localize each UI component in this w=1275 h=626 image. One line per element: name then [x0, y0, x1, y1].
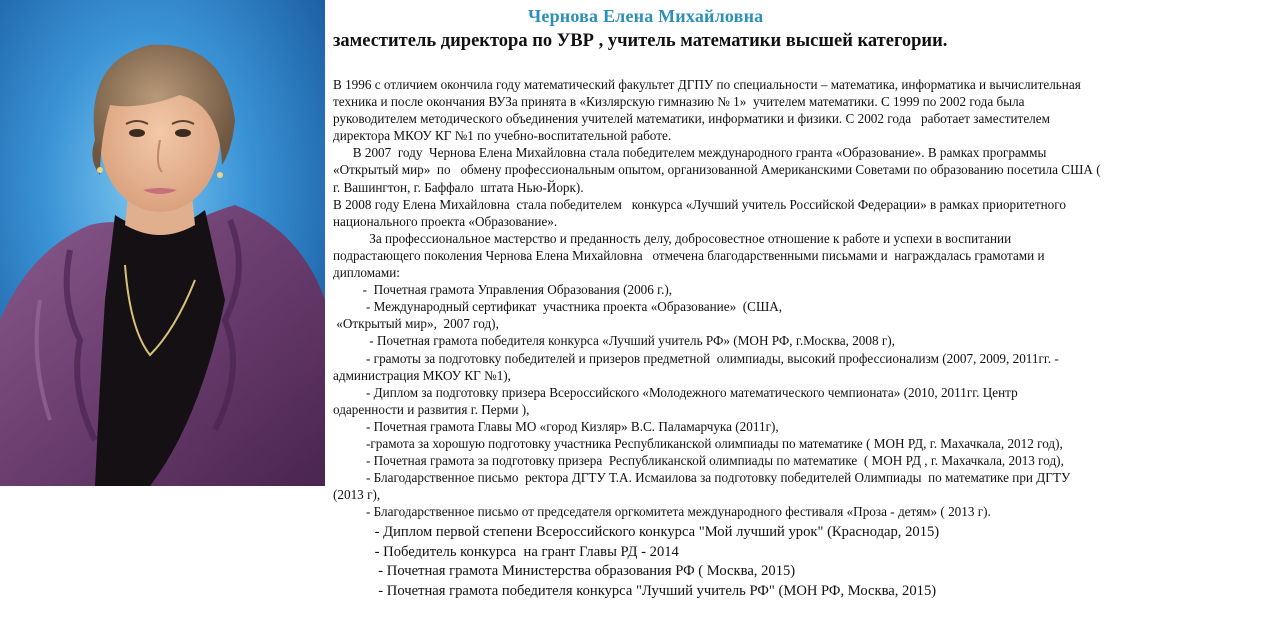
award-item: -грамота за хорошую подготовку участника Республиканской олимпиады по математике ( МОН РД, г. Махачкала, 2012 год),	[333, 435, 1063, 451]
award-item: (2013 г),	[333, 487, 381, 503]
additional-awards-list	[371, 523, 939, 602]
person-name: Чернова Елена Михайловна	[528, 6, 764, 26]
award-item: - Почетная грамота Главы МО «город Кизляр» В.С. Паламарчука (2011г),	[333, 418, 779, 434]
award-item: - Почетная грамота победителя конкурса "Лучший учитель РФ" (МОН РФ, Москва, 2015)	[371, 583, 937, 600]
bio-line: дипломами:	[333, 265, 400, 281]
bio-line: директора МКОУ КГ №1 по учебно-воспитательной работе.	[333, 128, 672, 144]
bio-line: В 2007 году Чернова Елена Михайловна стала победителем международного гранта «Образование». В рамках программы	[333, 145, 1047, 161]
bio-line: подрастающего поколения Чернова Елена Михайловна отмечена благодарственными письмами и награждалась грамотами и	[333, 247, 1045, 263]
award-item: - Международный сертификат участника проекта «Образование» (США,	[333, 299, 783, 315]
job-title: заместитель директора по УВР , учитель математики высшей категории.	[333, 31, 948, 51]
bio-line: В 2008 году Елена Михайловна стала победителем конкурса «Лучший учитель Российской Федерации» в рамках приоритетного	[333, 196, 1066, 212]
award-item: - Благодарственное письмо от председателя оргкомитета международного фестиваля «Проза - детям» ( 2013 г).	[333, 504, 991, 520]
award-item: - Победитель конкурса на грант Главы РД - 2014	[371, 543, 679, 560]
bio-line: В 1996 с отличием окончила году математический факультет ДГПУ по специальности – математика, информатика и вычислительная	[333, 77, 1081, 92]
bio-line: техника и после окончания ВУЗа принята в «Кизлярскую гимназию № 1» учителем математики. С 1999 по 2002 года была	[333, 94, 1025, 110]
bio-line: г. Вашингтон, г. Баффало штата Нью-Йорк).	[333, 179, 584, 195]
biography-text	[333, 76, 1193, 520]
award-item: - Диплом за подготовку призера Всероссийского «Молодежного математического чемпионата» (2010, 2011гг. Центр	[333, 384, 1018, 400]
bio-line: За профессиональное мастерство и преданность делу, добросовестное отношение к работе и успехи в воспитании	[333, 230, 1012, 246]
award-item: - Почетная грамота победителя конкурса «Лучший учитель РФ» (МОН РФ, г.Москва, 2008 г),	[333, 333, 895, 349]
award-item: - Почетная грамота Управления Образования (2006 г.),	[333, 282, 673, 298]
award-item: - Диплом первой степени Всероссийского конкурса "Мой лучший урок" (Краснодар, 2015)	[371, 524, 940, 540]
award-item: одаренности и развития г. Перми ),	[333, 401, 530, 417]
award-item: - Почетная грамота за подготовку призера Республиканской олимпиады по математике ( МОН РД , г. Махачкала, 2013 год),	[333, 453, 1064, 469]
award-item: - грамоты за подготовку победителей и призеров предметной олимпиады, высокий профессионализм (2007, 2009, 2011гг. -	[333, 350, 1059, 366]
award-item: администрация МКОУ КГ №1),	[333, 367, 511, 383]
award-item: - Почетная грамота Министерства образования РФ ( Москва, 2015)	[371, 563, 796, 580]
bio-line: национального проекта «Образование».	[333, 213, 558, 229]
award-item: - Благодарственное письмо ректора ДГТУ Т.А. Исмаилова за подготовку победителей Олимпиады по математике при ДГТУ	[333, 470, 1071, 486]
bio-line: руководителем методического объединения учителей математики, информатики и физики. С 2002 года работает заместителем	[333, 111, 1050, 127]
award-item: «Открытый мир», 2007 год),	[333, 316, 499, 332]
bio-line: «Открытый мир» по обмену профессиональным опытом, организованной Американскими Советами по образованию посетила США (	[333, 162, 1101, 178]
portrait-photo	[0, 0, 325, 486]
